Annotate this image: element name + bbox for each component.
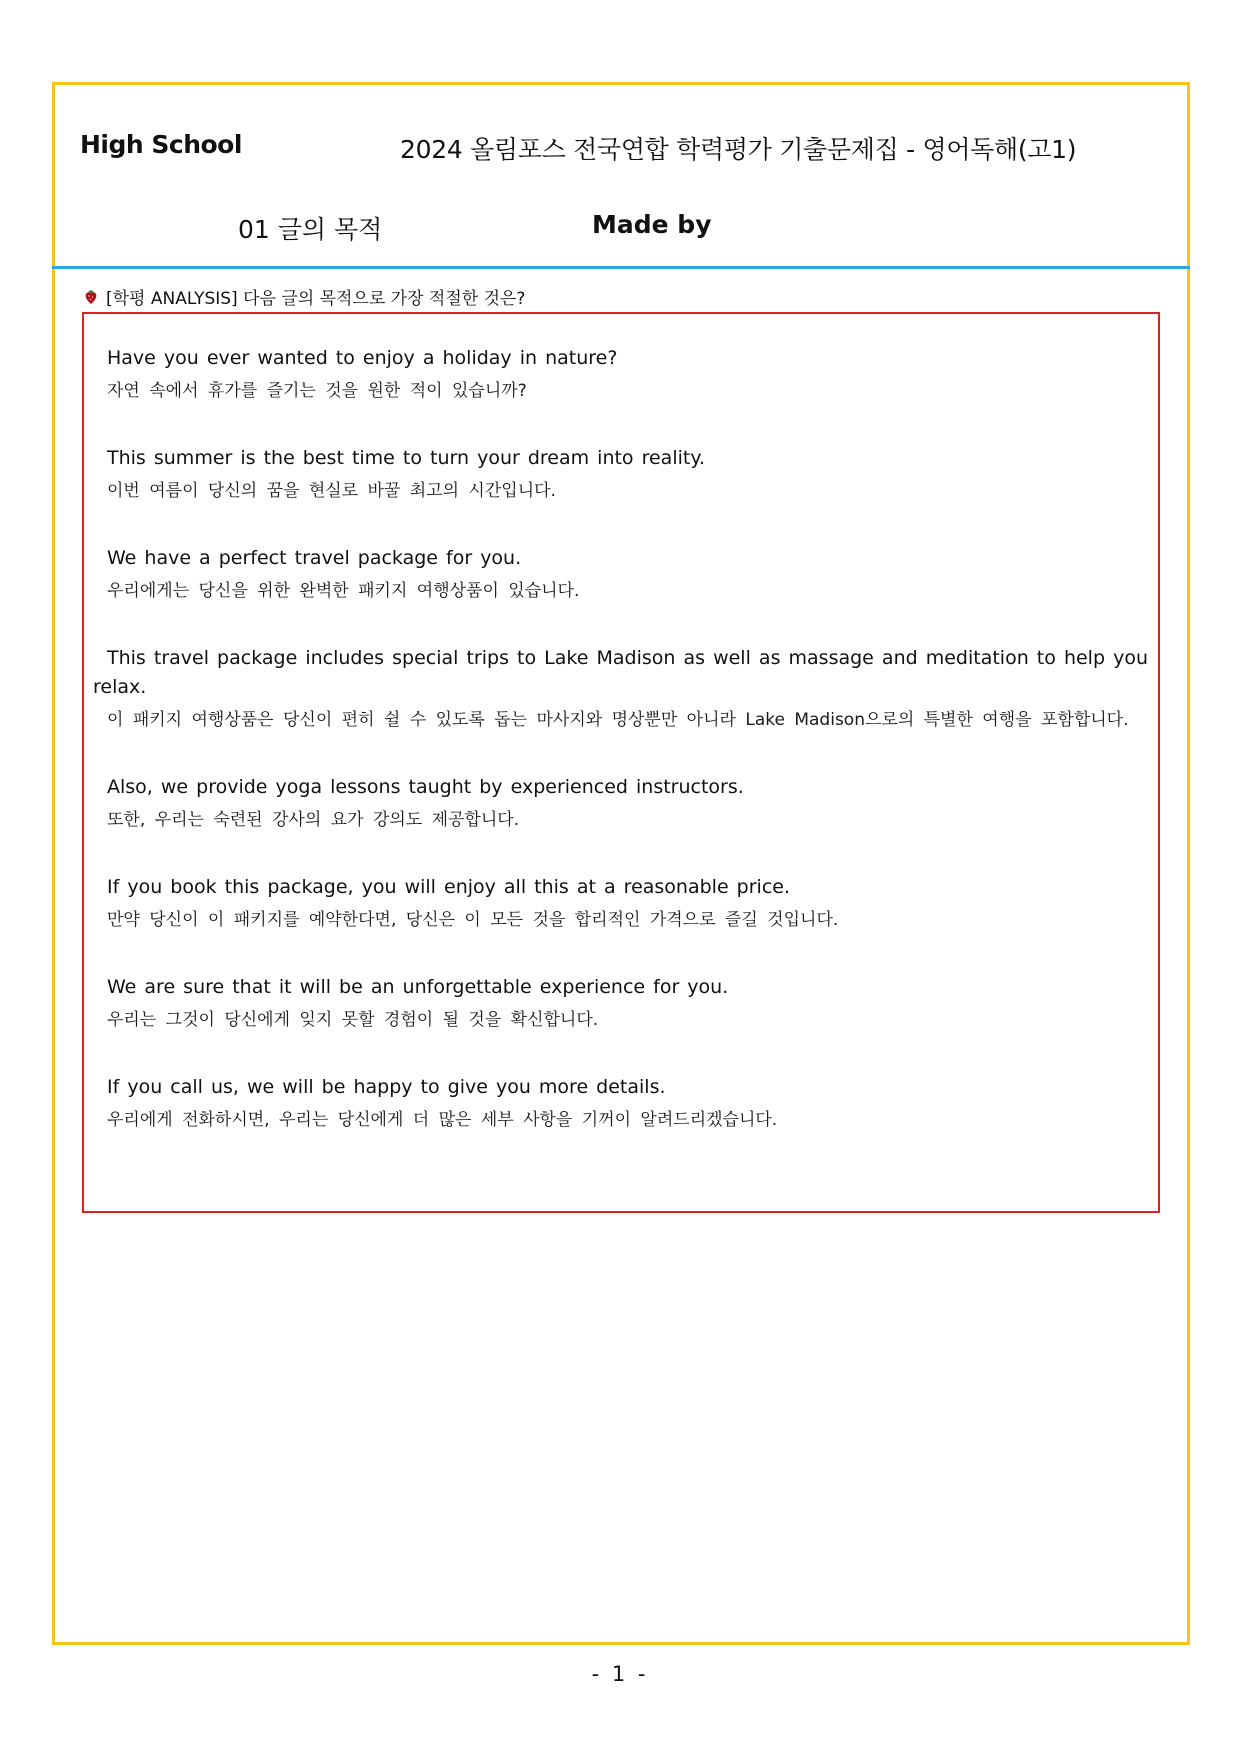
section-title: 01 글의 목적 (238, 215, 383, 244)
page-number: - 1 - (591, 1662, 649, 1686)
sentence-pair (93, 973, 1148, 1035)
sentence-pair (93, 444, 1148, 506)
header-divider (52, 266, 1190, 269)
strawberry-icon (84, 289, 98, 305)
made-by-label: Made by (592, 210, 712, 239)
korean-translation: 만약 당신이 이 패키지를 예약한다면, 당신은 이 모든 것을 합리적인 가격으로 즐길 것입니다. (107, 910, 839, 930)
question-text: [학평 ANALYSIS] 다음 글의 목적으로 가장 적절한 것은? (106, 289, 526, 309)
korean-translation: 우리는 그것이 당신에게 잊지 못할 경험이 될 것을 확신합니다. (107, 1010, 599, 1030)
sentence-pair (93, 1073, 1148, 1135)
sentence-pair (93, 873, 1148, 935)
korean-translation: 우리에게 전화하시면, 우리는 당신에게 더 많은 세부 사항을 기꺼이 알려드리겠습니다. (107, 1110, 778, 1130)
sentence-pair (93, 773, 1148, 835)
document-title: 2024 올림포스 전국연합 학력평가 기출문제집 - 영어독해(고1) (400, 135, 1077, 164)
passage (93, 344, 1148, 1173)
english-sentence: If you book this package, you will enjoy all this at a reasonable price. (107, 876, 791, 898)
sentence-pair (93, 644, 1148, 735)
english-sentence: We have a perfect travel package for you. (107, 547, 522, 569)
header-bottom (80, 210, 1160, 250)
sentence-pair (93, 344, 1148, 406)
english-sentence: We are sure that it will be an unforgettable experience for you. (107, 976, 729, 998)
english-sentence: This travel package includes special trips to Lake Madison as well as massage and meditation to help you relax. (93, 647, 1148, 698)
english-sentence: This summer is the best time to turn your dream into reality. (107, 447, 705, 469)
header-top (80, 130, 1160, 170)
question-prompt (84, 284, 525, 309)
korean-translation: 또한, 우리는 숙련된 강사의 요가 강의도 제공합니다. (107, 810, 520, 830)
brand-label: High School (80, 130, 242, 159)
english-sentence: Have you ever wanted to enjoy a holiday in nature? (107, 347, 618, 369)
sentence-pair (93, 544, 1148, 606)
english-sentence: If you call us, we will be happy to give you more details. (107, 1076, 666, 1098)
korean-translation: 이번 여름이 당신의 꿈을 현실로 바꿀 최고의 시간입니다. (107, 481, 556, 501)
korean-translation: 우리에게는 당신을 위한 완벽한 패키지 여행상품이 있습니다. (107, 581, 580, 601)
korean-translation: 이 패키지 여행상품은 당신이 편히 쉴 수 있도록 돕는 마사지와 명상뿐만 아니라 Lake Madison으로의 특별한 여행을 포함합니다. (107, 710, 1129, 730)
korean-translation: 자연 속에서 휴가를 즐기는 것을 원한 적이 있습니까? (107, 381, 527, 401)
english-sentence: Also, we provide yoga lessons taught by experienced instructors. (107, 776, 744, 798)
